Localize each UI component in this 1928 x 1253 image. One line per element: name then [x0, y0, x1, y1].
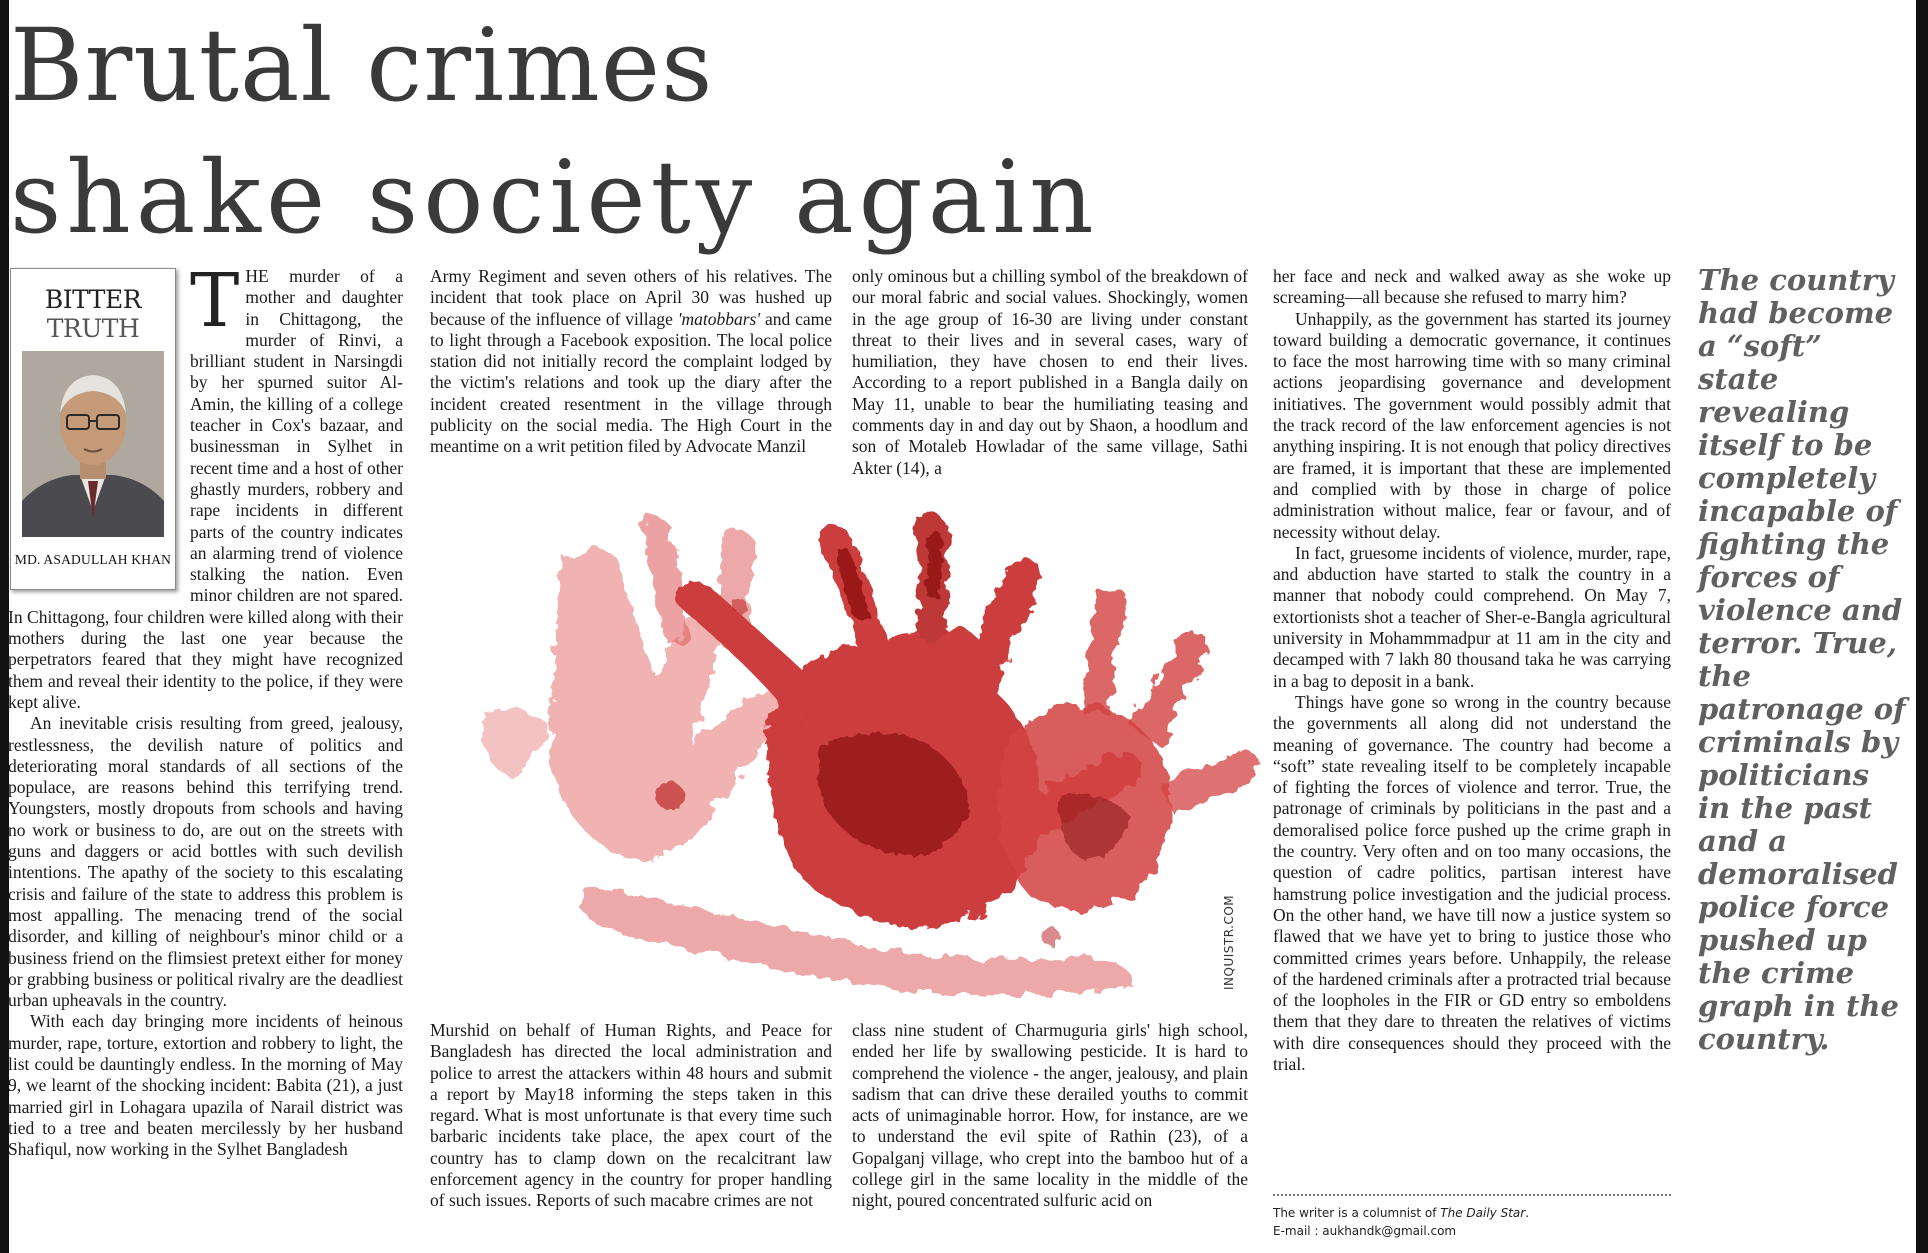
email-address[interactable]: aukhandk@gmail.com: [1322, 1224, 1457, 1238]
col4-paragraph-2: In fact, gruesome incidents of violence, murder, rape, and abduction have started to stalk the country in a manner that nobody could comprehend. On May 7, extortionists shot a teacher of Sher-e-Bangla agricultural university in Mohammmadpur at 11 am in the city and decamped with 7 lakh 80 thousand taka he was carrying in a bag to deposit in a bank.: [1273, 542, 1671, 691]
col4-paragraph-3: Things have gone so wrong in the country because the governments all along did not understand the meaning of governance. The country had become a “soft” state revealing itself to be completely incapable of fighting the forces of violence and terror. True, the patronage of criminals by politicians in the past and a demoralised police force pushed up the crime graph in the country. Very often and on too many occasions, the question of cadre politics, partisan interest have hamstrung police investigation and the judicial process. On the other hand, we have till now a justice system so flawed that we have yet to bring to justice those who committed crimes years before. Unhappily, the release of the hardened criminals after a protracted trial because of the loopholes in the FIR or GD entry so emboldens them that they dare to threaten the relatives of victims with dire consequences should they proceed with the trial.: [1273, 691, 1671, 1074]
col4-paragraph-0: her face and neck and walked away as she woke up screaming—all because she refused to marry him?: [1273, 266, 1671, 308]
paragraph-1: HE murder of a mother and daughter in Chittagong, the murder of Rinvi, a brilliant student in Narsingdi by her spurned suitor Al-Amin, the killing of a college teacher in Cox's bazaar, and businessman in Sylhet in recent time and a host of other ghastly murders, robbery and rape incidents in different parts of the country indicates an alarming trend of violence stalking the nation. Even minor children are not spared. In Chittagong, four children were killed along with their mothers during the last one year because the perpetrators feared that they might have recognized them and reveal their identity to the police, if they were kept alive.: [8, 266, 403, 712]
article-column-4: [1273, 266, 1671, 1186]
col2-bottom-text: Murshid on behalf of Human Rights, and Peace for Bangladesh has directed the local administration and police to arrest the attackers within 48 hours and submit a report by May18 informing the steps taken in this regard. What is most unfortunate is that every time such barbaric incidents take place, the apex court of the country has to clamp down on the recalcitrant law enforcement agency in the country for proper handling of such issues. Reports of such macabre crimes are not: [430, 1020, 832, 1211]
drop-cap: T: [190, 266, 240, 344]
byline-box: [10, 268, 176, 590]
writer-note: [1273, 1204, 1671, 1240]
pull-quote: The country had become a “soft” state revealing itself to be completely incapable of fighting the forces of violence and terror. True, the patronage of criminals by politicians in the past and a demoralised police force pushed up the crime graph in the country.: [1698, 263, 1906, 1056]
article-column-3-bottom: [852, 1020, 1248, 1253]
paragraph-2: An inevitable crisis resulting from greed, jealousy, restlessness, the devilish nature of politics and deteriorating moral standards of all sections of the populace, are reasons behind this terrifying trend. Youngsters, mostly dropouts from schools and having no work or business to do, are out on the streets with guns and daggers or acid bottles with such devilish intentions. The apathy of the society to this escalating crisis and failure of the state to address this problem is most appalling. The menacing trend of the social disorder, and killing of neighbour's minor child or a business friend on the flimsiest pretext either for money or grabbing business or political rivalry are the deadliest urban upheavals in the country.: [8, 713, 403, 1011]
email-line: [1273, 1222, 1671, 1240]
column-name-truth: TRUTH: [46, 314, 140, 343]
article-column-3-top: [852, 266, 1248, 496]
col4-paragraph-1: Unhappily, as the government has started its journey toward building a democratic governance, it continues to face the most harrowing time with so many criminal actions jeopardising governance and development initiatives. The government would possibly admit that the track record of the law enforcement agencies is not anything inspiring. It is not enough that policy directives are framed, it is important that these are implemented and complied with by those in charge of police administration without malice, fear or favour, and of necessity without delay.: [1273, 308, 1671, 542]
author-photo: [22, 351, 164, 537]
col3-bottom-text: class nine student of Charmuguria girls' high school, ended her life by swallowing pesticide. It is hard to comprehend the violence - the anger, jealousy, and plain sadism that can drive these derailed youths to commit acts of unimaginable horror. How, for instance, are we to understand the evil spite of Rathin (23), of a Gopalganj village, who crept into the bamboo hut of a college girl in the same locality in the middle of the night, poured concentrated sulfuric acid on: [852, 1020, 1248, 1211]
writer-note-suffix: .: [1525, 1206, 1530, 1220]
writer-note-prefix: The writer is a columnist of: [1273, 1206, 1441, 1220]
col2-top-italic-term: 'matobbars': [677, 308, 761, 329]
column-name: [11, 285, 175, 343]
right-page-edge: [1916, 0, 1928, 1253]
image-credit: INQUISTR.COM: [1222, 894, 1236, 990]
publication-name: The Daily Star: [1440, 1206, 1526, 1220]
paragraph-3: With each day bringing more incidents of heinous murder, rape, torture, extortion and robbery to light, the list could be dauntingly endless. In the morning of May 9, we learnt of the shocking incident: Babita (21), a just married girl in Lohagara upazila of Narail district was tied to a tree and beaten mercilessly by her husband Shafiqul, now working in the Sylhet Bangladesh: [8, 1011, 403, 1160]
email-label: E-mail :: [1273, 1224, 1323, 1238]
headline-line-1: Brutal crimes: [10, 7, 714, 124]
writer-note-line: [1273, 1204, 1671, 1222]
article-column-1: [8, 266, 403, 1251]
column-name-bitter: BITTER: [44, 285, 142, 314]
article-column-2-bottom: [430, 1020, 832, 1253]
col3-top-text: only ominous but a chilling symbol of the breakdown of our moral fabric and social values. Shockingly, women in the age group of 16-30 are living under constant threat to their lives and in several cases, wary of humiliation, they have chosen to end their lives. According to a report published in a Bangla daily on May 11, unable to bear the humiliating teasing and comments day in and day out by Shaon, a hoodlum and son of Motaleb Howladar of the same village, Sathi Akter (14), a: [852, 266, 1248, 478]
author-name: MD. ASADULLAH KHAN: [14, 552, 172, 567]
headline: [10, 0, 1099, 264]
col2-top-text-b: and came to light through a Facebook exposition. The local police station did not initially record the complaint lodged by the victim's relations and took up the diary after the incident created resentment in the village through publicity on the social media. The High Court in the meantime on a writ petition filed by Advocate Manzil: [430, 308, 832, 457]
col2-top-text-a: Army Regiment and seven others of his relatives. The incident that took place on April 30 was hushed up because of the influence of village: [430, 266, 832, 329]
footer-divider: [1273, 1194, 1671, 1196]
bloody-handprint-image: [440, 496, 1270, 1011]
article-column-2-top: [430, 266, 832, 496]
headline-line-2: shake society again: [10, 139, 1099, 256]
